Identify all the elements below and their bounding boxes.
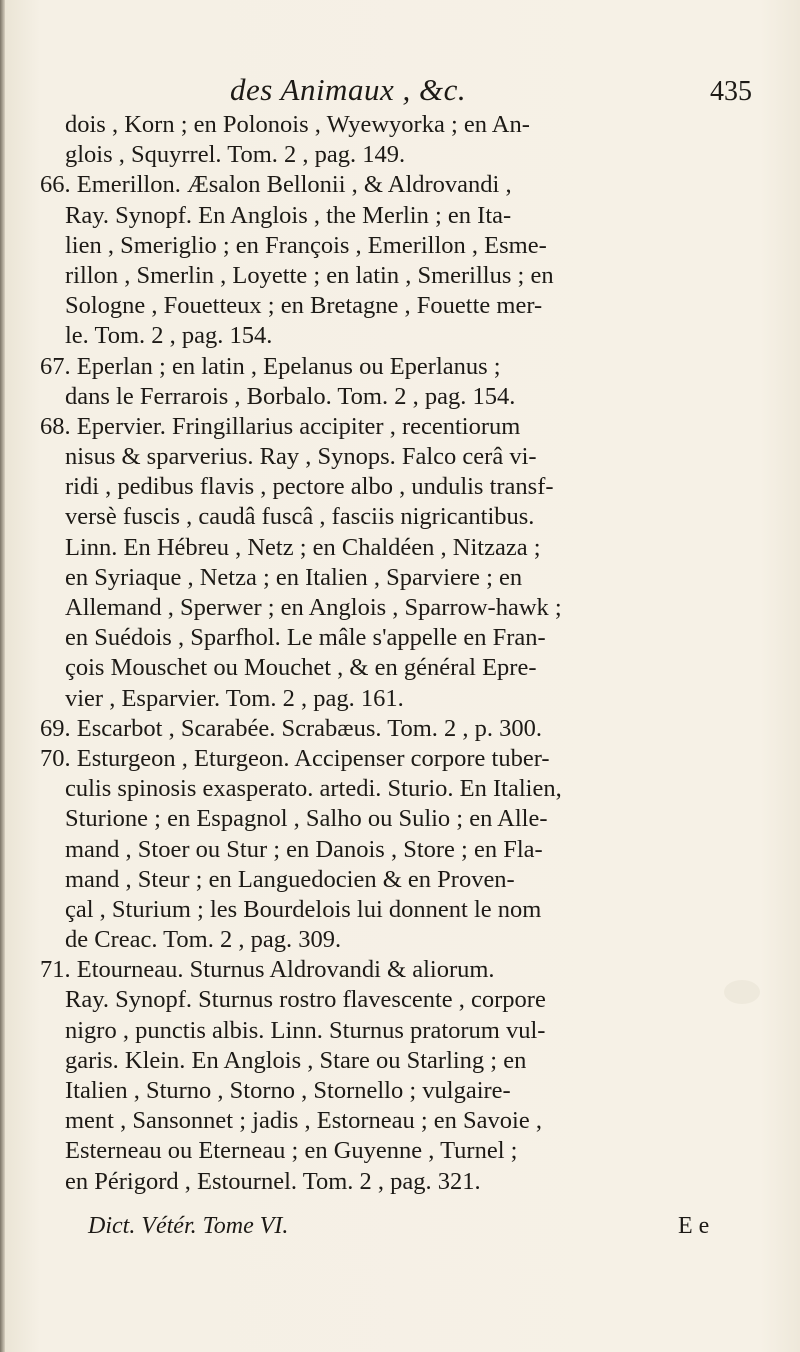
text-line: 70. Esturgeon , Eturgeon. Accipenser corpore tuber- [40, 744, 550, 772]
text-line: Esterneau ou Eterneau ; en Guyenne , Turnel ; [65, 1137, 518, 1165]
text-line: mand , Steur ; en Languedocien & en Proven- [65, 865, 515, 893]
text-line: Italien , Sturno , Storno , Stornello ; vulgaire- [65, 1077, 511, 1104]
page-number: 435 [710, 76, 752, 107]
text-line: nigro , punctis albis. Linn. Sturnus pratorum vul- [65, 1016, 546, 1044]
text-line: Linn. En Hébreu , Netz ; en Chaldéen , Nitzaza ; [65, 533, 541, 561]
text-line: Allemand , Sperwer ; en Anglois , Sparrow-hawk ; [65, 594, 562, 621]
text-line: vier , Esparvier. Tom. 2 , pag. 161. [65, 684, 404, 712]
text-line: garis. Klein. En Anglois , Stare ou Starling ; en [65, 1046, 527, 1074]
text-line: rillon , Smerlin , Loyette ; en latin , Smerillus ; en [65, 261, 554, 289]
text-line: ment , Sansonnet ; jadis , Estorneau ; en Savoie , [65, 1107, 542, 1135]
text-line: lien , Smeriglio ; en François , Emerillon , Esme- [65, 231, 547, 259]
text-line: çois Mouschet ou Mouchet , & en général Epre- [65, 654, 537, 682]
page-left-edge [0, 0, 5, 1352]
text-line: Ray. Synopf. Sturnus rostro flavescente , corpore [65, 986, 546, 1014]
page-footer [88, 1213, 710, 1247]
running-title: des Animaux , &c. [230, 72, 467, 107]
text-line: 69. Escarbot , Scarabée. Scrabæus. Tom. 2 , p. 300. [40, 714, 543, 742]
text-line: mand , Stoer ou Stur ; en Danois , Store ; en Fla- [65, 835, 543, 863]
page-body-text [40, 110, 760, 1197]
text-line: ridi , pedibus flavis , pectore albo , undulis transf- [65, 473, 554, 501]
text-line: en Suédois , Sparfhol. Le mâle s'appelle en Fran- [65, 624, 546, 652]
text-line: çal , Sturium ; les Bourdelois lui donnent le nom [65, 895, 542, 923]
text-line: le. Tom. 2 , pag. 154. [65, 322, 273, 350]
text-line: glois , Squyrrel. Tom. 2 , pag. 149. [65, 141, 406, 169]
paper-stain [724, 980, 760, 1004]
text-line: 66. Emerillon. Æsalon Bellonii , & Aldrovandi , [40, 171, 512, 199]
footer-title: Dict. Vétér. Tome VI. [88, 1213, 289, 1239]
text-line: 71. Etourneau. Sturnus Aldrovandi & aliorum. [40, 956, 495, 984]
text-line: dans le Ferrarois , Borbalo. Tom. 2 , pag. 154. [65, 382, 516, 410]
text-line: Ray. Synopf. En Anglois , the Merlin ; en Ita- [65, 201, 512, 229]
text-line: Sturione ; en Espagnol , Salho ou Sulio ; en Alle- [65, 805, 548, 833]
text-line: 67. Eperlan ; en latin , Epelanus ou Eperlanus ; [40, 352, 501, 380]
text-line: versè fuscis , caudâ fuscâ , fasciis nigricantibus. [65, 503, 535, 531]
text-line: en Périgord , Estournel. Tom. 2 , pag. 321. [65, 1167, 481, 1195]
signature-mark: E e [678, 1213, 710, 1239]
text-line: dois , Korn ; en Polonois , Wyewyorka ; en An- [65, 111, 530, 138]
text-line: Sologne , Fouetteux ; en Bretagne , Fouette mer- [65, 292, 543, 320]
text-line: de Creac. Tom. 2 , pag. 309. [65, 926, 342, 954]
text-line: 68. Epervier. Fringillarius accipiter , recentiorum [40, 412, 521, 440]
page-header [60, 72, 760, 114]
text-line: nisus & sparverius. Ray , Synops. Falco cerâ vi- [65, 443, 537, 471]
text-line: en Syriaque , Netza ; en Italien , Sparviere ; en [65, 563, 523, 591]
text-line: culis spinosis exasperato. artedi. Sturio. En Italien, [65, 775, 562, 803]
